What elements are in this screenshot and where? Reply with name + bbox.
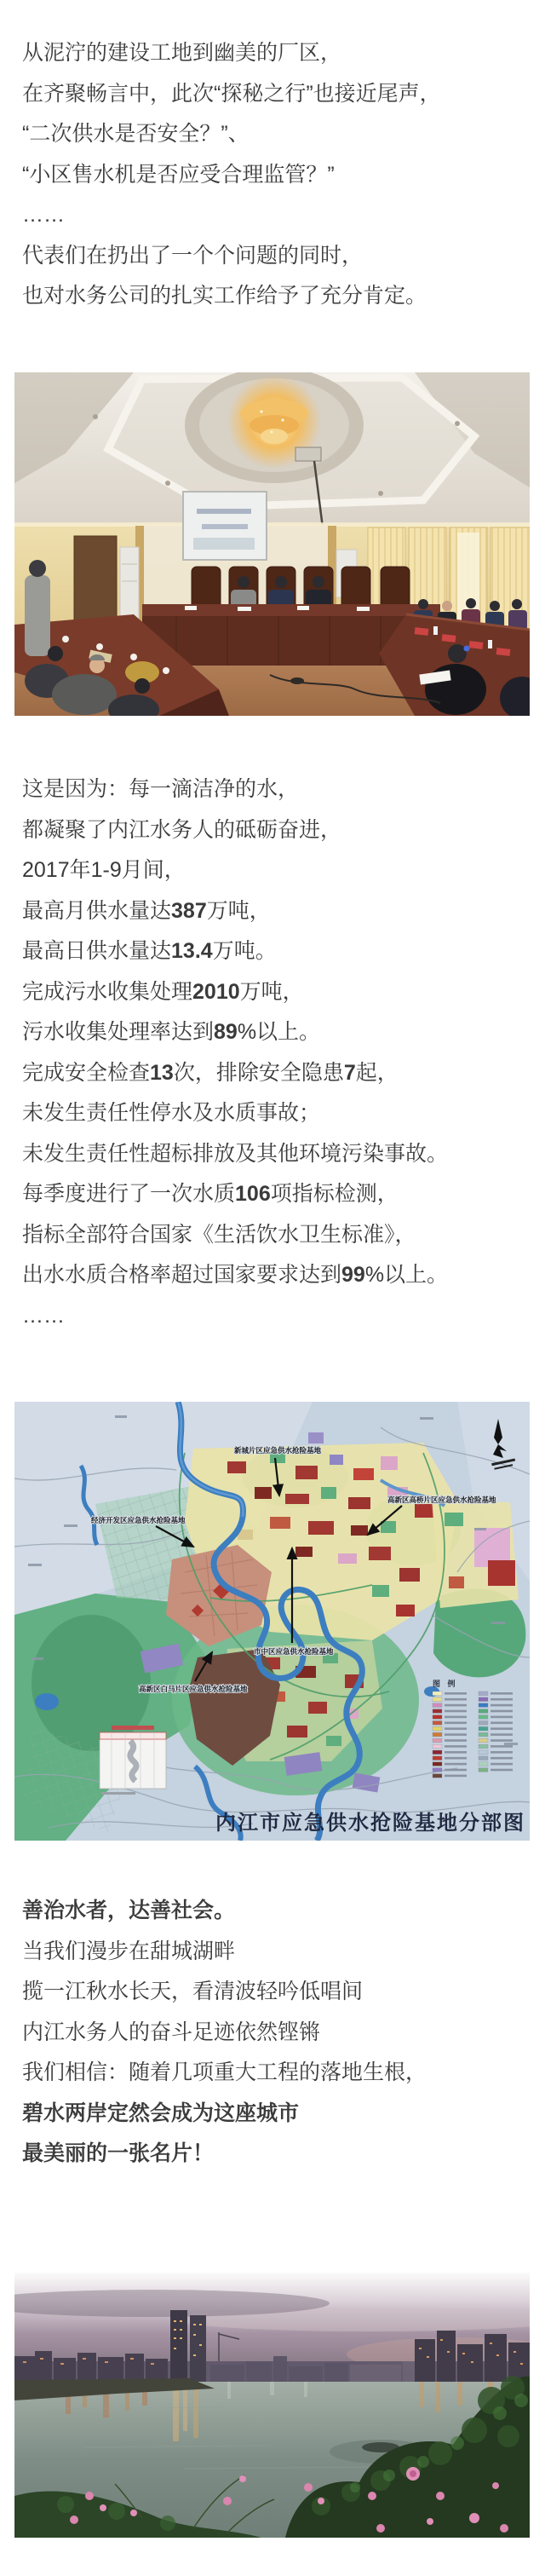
river-sunset-photo: [14, 2273, 530, 2538]
text-line: 都凝聚了内江水务人的砥砺奋进，: [22, 817, 342, 842]
text-line: 出水水质合格率超过国家要求达到99%以上。: [22, 1263, 449, 1287]
map-caption: 内江市应急供水抢险基地分部图: [215, 1812, 525, 1835]
text-line: 当我们漫步在甜城湖畔: [22, 1939, 236, 1963]
text-line: 最高月供水量达387万吨，: [22, 898, 271, 923]
projector: [295, 447, 321, 461]
map-label: 市中区应急供水抢险基地: [254, 1647, 334, 1656]
map-inset-table: [100, 1726, 166, 1795]
text-line: 从泥泞的建设工地到幽美的厂区，: [22, 41, 342, 65]
text-line: 碧水两岸定然会成为这座城市: [22, 2101, 300, 2125]
text-line: ……: [22, 1303, 65, 1328]
text-line: 在齐聚畅言中，此次“探秘之行”也接近尾声，: [22, 81, 441, 106]
text-line: 我们相信：随着几项重大工程的落地生根，: [22, 2060, 427, 2084]
text-line: 也对水务公司的扎实工作给予了充分肯定。: [22, 284, 427, 308]
text-line: 最美丽的一张名片！: [22, 2141, 215, 2165]
stats-paragraph: [22, 769, 530, 1336]
text-line: 善治水者，达善社会。: [22, 1899, 236, 1922]
city-planning-map: [14, 1402, 530, 1841]
closing-paragraph: [22, 1891, 530, 2175]
text-line: 每季度进行了一次水质106项指标检测，: [22, 1182, 399, 1206]
map-label: 新城片区应急供水抢险基地: [234, 1446, 322, 1455]
text-line: 完成污水收集处理2010万吨，: [22, 979, 304, 1004]
legend-column-left: [433, 1691, 467, 1778]
legend-title: 图 例: [433, 1680, 458, 1688]
text-line: 内江水务人的奋斗足迹依然铿锵: [22, 2020, 321, 2044]
text-line: 指标全部符合国家《生活饮水卫生标准》，: [22, 1222, 416, 1247]
text-line: 污水收集处理率达到89%以上。: [22, 1020, 321, 1044]
text-line: 未发生责任性停水及水质事故；: [22, 1101, 321, 1125]
text-line: 完成安全检查13次，排除安全隐患7起，: [22, 1060, 399, 1085]
text-line: 这是因为：每一滴洁净的水，: [22, 777, 300, 801]
meeting-room-photo: [14, 372, 530, 716]
text-line: 代表们在扔出了一个个问题的同时，: [22, 243, 364, 268]
text-line: 最高日供水量达13.4万吨。: [22, 939, 277, 963]
map-label: 经济开发区应急供水抢险基地: [91, 1516, 186, 1524]
text-line: “小区售水机是否应受合理监管？”: [22, 162, 335, 187]
text-line: ……: [22, 203, 65, 227]
text-line: 揽一江秋水长天，看清波轻吟低唱间: [22, 1980, 364, 2003]
text-line: “二次供水是否安全？”、: [22, 122, 250, 146]
map-label: 高新区白马片区应急供水抢险基地: [139, 1685, 248, 1693]
text-line: 未发生责任性超标排放及其他环境污染事故。: [22, 1141, 449, 1166]
intro-paragraph: [22, 33, 530, 317]
emergency-water-base-map: [14, 1402, 530, 1841]
map-label: 高新区高桥片区应急供水抢险基地: [387, 1495, 496, 1504]
text-line: 2017年1-9月间，: [22, 858, 186, 882]
river-sunset-scene: [14, 2273, 530, 2538]
meeting-room-scene: [14, 372, 530, 716]
